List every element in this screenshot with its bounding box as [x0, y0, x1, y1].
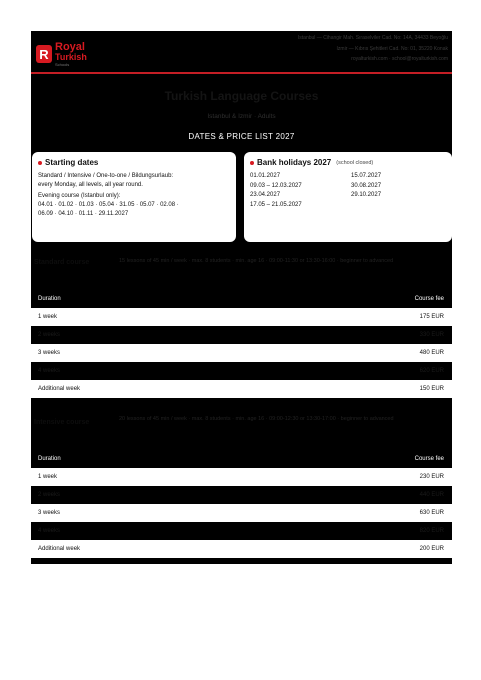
- row-price: 175 EUR: [419, 314, 444, 320]
- table-row: [31, 468, 452, 486]
- table-row: [31, 362, 452, 380]
- starting-dates-title: Starting dates: [45, 158, 99, 167]
- row-duration: 1 week: [38, 314, 58, 320]
- holiday-date: 29.10.2027: [351, 192, 382, 198]
- column-course-fee: Course fee: [414, 296, 444, 302]
- hero-subtitle: Istanbul & Izmir · Adults: [207, 113, 276, 120]
- row-price: 620 EUR: [419, 368, 444, 374]
- starting-dates-card: [32, 152, 236, 242]
- course-name-standard: Standard course: [34, 259, 90, 266]
- table-row: [31, 344, 452, 362]
- contact-izmir: Izmir — Kıbrıs Şehitleri Cad. No: 01, 35220 Konak: [336, 45, 448, 52]
- row-price: 150 EUR: [419, 386, 444, 392]
- starting-line-2: every Monday, all levels, all year round.: [38, 182, 143, 188]
- contact-web-email[interactable]: royalturkish.com · school@royalturkish.com: [351, 56, 448, 62]
- starting-line-5: 06.09 · 04.10 · 01.11 · 29.11.2027: [38, 211, 129, 217]
- starting-line-4: 04.01 · 01.02 · 01.03 · 05.04 · 31.05 · 05.07 · 02.08 ·: [38, 202, 179, 208]
- holiday-date: 09.03 – 12.03.2027: [250, 182, 302, 189]
- course-description-intensive: 20 lessons of 45 min / week · max. 8 students · min. age 16 · 09:00-12:30 or 13:30-17:00 · beginner to advanced: [119, 416, 394, 422]
- school-logo[interactable]: [36, 36, 100, 72]
- row-duration: Additional week: [38, 386, 81, 392]
- table-row: [31, 540, 452, 558]
- holiday-date: 01.01.2027: [250, 173, 281, 179]
- bullet-dot-icon: [38, 161, 42, 165]
- holiday-date: 15.07.2027: [351, 173, 382, 179]
- row-duration: 2 weeks: [38, 492, 61, 498]
- row-price: 480 EUR: [419, 350, 444, 356]
- row-price: 200 EUR: [419, 546, 444, 552]
- row-duration: 2 weeks: [38, 332, 61, 338]
- holiday-date: 17.05 – 21.05.2027: [250, 201, 302, 208]
- hero-title: Turkish Language Courses: [164, 89, 319, 103]
- starting-line-1: Standard / Intensive / One-to-one / Bildungsurlaub:: [38, 173, 174, 179]
- table-row: [31, 504, 452, 522]
- contact-istanbul: Istanbul — Cihangir Mah. Sıraselviler Cad. No: 14A, 34433 Beyoğlu: [297, 35, 448, 41]
- column-duration: Duration: [38, 456, 61, 462]
- price-list-title: DATES & PRICE LIST 2027: [188, 132, 295, 141]
- row-price: 230 EUR: [419, 474, 444, 480]
- price-table-standard: [31, 290, 452, 398]
- row-price: 330 EUR: [419, 332, 444, 338]
- holiday-dates-grid: [250, 172, 446, 210]
- row-duration: 3 weeks: [38, 350, 61, 356]
- bank-holidays-card: [244, 152, 452, 242]
- holiday-date: 23.04.2027: [250, 192, 281, 198]
- table-row: [31, 380, 452, 398]
- table-row: [31, 308, 452, 326]
- logo-mark-icon: R: [36, 45, 52, 63]
- header-divider: [31, 72, 452, 74]
- table-row: [31, 326, 452, 344]
- column-course-fee: Course fee: [414, 456, 444, 462]
- table-row: [31, 486, 452, 504]
- logo-line-3: Schools: [55, 61, 70, 67]
- row-price: 440 EUR: [419, 492, 444, 498]
- row-duration: Additional week: [38, 546, 81, 552]
- row-price: 820 EUR: [419, 528, 444, 534]
- table-row: [31, 522, 452, 540]
- course-name-intensive: Intensive course: [34, 419, 90, 426]
- starting-line-3: Evening course (Istanbul only):: [38, 193, 121, 199]
- logo-line-2: Turkish: [55, 51, 87, 62]
- table-header: [31, 290, 452, 308]
- bullet-dot-icon: [250, 161, 254, 165]
- course-description-standard: 15 lessons of 45 min / week · max. 8 students · min. age 16 · 09:00-11:30 or 13:30-16:00 · beginner to advanced: [119, 258, 394, 264]
- price-table-intensive: [31, 450, 452, 558]
- logo-line-1: Royal: [55, 40, 85, 53]
- bank-holidays-note: (school closed): [336, 159, 374, 166]
- bank-holidays-title: Bank holidays 2027: [257, 158, 332, 167]
- column-duration: Duration: [38, 296, 61, 302]
- row-duration: 1 week: [38, 474, 58, 480]
- holiday-date: 30.08.2027: [351, 182, 382, 189]
- row-duration: 3 weeks: [38, 510, 61, 516]
- contact-block: [298, 33, 448, 65]
- row-duration: 4 weeks: [38, 528, 61, 534]
- row-price: 630 EUR: [419, 510, 444, 516]
- table-header: [31, 450, 452, 468]
- price-list-page: [31, 31, 452, 564]
- row-duration: 4 weeks: [38, 368, 61, 374]
